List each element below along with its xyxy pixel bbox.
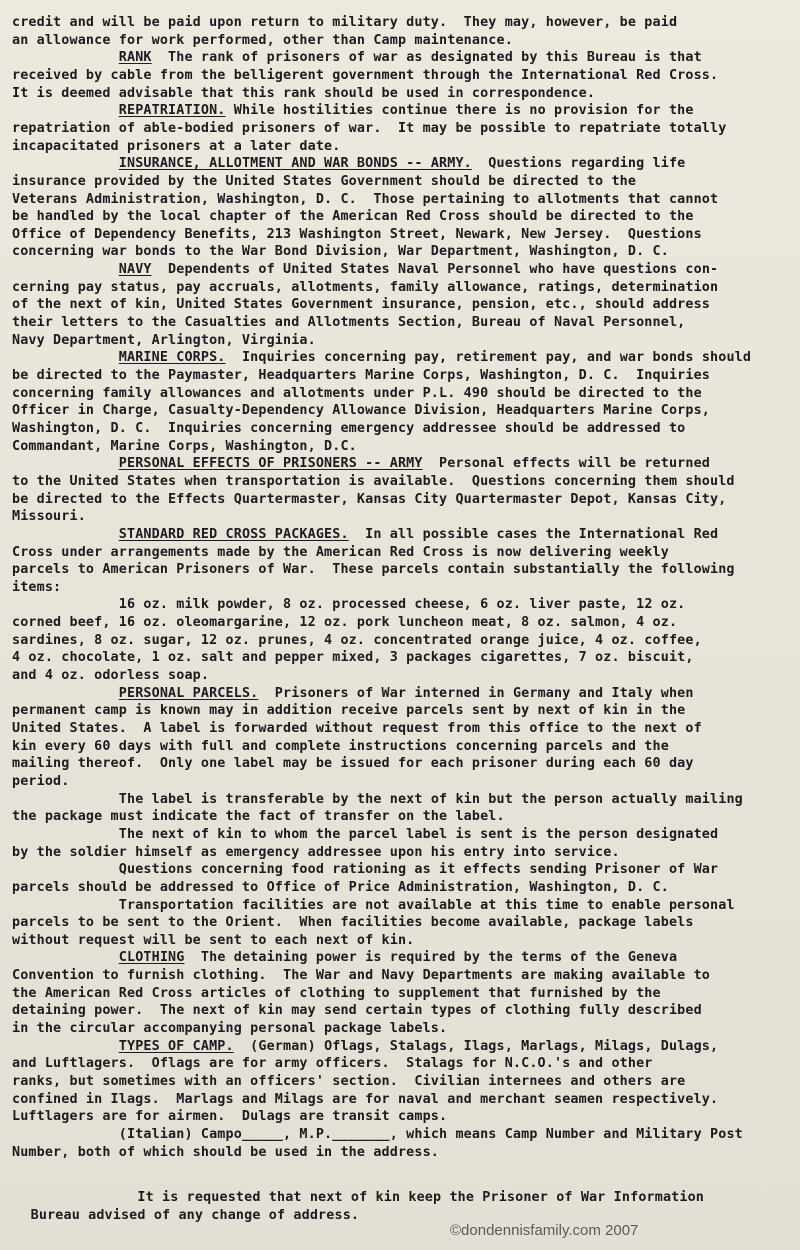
document-line — [12, 438, 357, 456]
document-line — [12, 32, 513, 50]
document-line — [12, 755, 694, 773]
line-text — [12, 103, 119, 118]
document-line — [12, 526, 718, 544]
document-line — [12, 1020, 447, 1038]
document-line — [12, 932, 414, 950]
document-line — [12, 402, 710, 420]
line-text: items: — [12, 579, 62, 595]
document-line — [12, 967, 710, 985]
line-text: Transportation facilities are not available at this time to enable personal — [118, 897, 735, 913]
line-text: Navy Department, Arlington, Virginia. — [12, 332, 316, 348]
document-line — [12, 85, 595, 103]
line-text: received by cable from the belligerent government through the International Red Cross. — [12, 67, 719, 83]
section-heading: PERSONAL PARCELS. — [118, 685, 259, 701]
document-line — [12, 1108, 447, 1126]
document-line — [12, 579, 61, 597]
line-text: cerning pay status, pay accruals, allotments, family allowance, ratings, determination — [12, 279, 719, 295]
line-text: Washington, D. C. Inquiries concerning emergency addressee should be addressed to — [12, 420, 686, 436]
document-line — [12, 702, 685, 720]
section-heading: MARINE CORPS. — [118, 350, 226, 366]
line-text — [12, 827, 119, 842]
line-text — [12, 456, 119, 471]
line-text: Veterans Administration, Washington, D. C. Those pertaining to allotments that cannot — [12, 191, 719, 207]
document-line — [12, 420, 685, 438]
line-text: It is deemed advisable that this rank should be used in correspondence. — [12, 85, 596, 101]
line-text — [12, 262, 119, 277]
document-line — [12, 1126, 743, 1144]
document-line — [12, 120, 726, 138]
copyright-watermark: ©dondennisfamily.com 2007 — [450, 1222, 639, 1239]
document-line — [12, 649, 694, 667]
line-text: credit and will be paid upon return to military duty. They may, however, be paid — [12, 15, 678, 30]
line-text: Convention to furnish clothing. The War and Navy Departments are making available to — [12, 968, 711, 984]
line-text — [12, 527, 119, 542]
line-text: Questions concerning food rationing as it effects sending Prisoner of War — [118, 862, 719, 878]
line-text: corned beef, 16 oz. oleomargarine, 12 oz. pork luncheon meat, 8 oz. salmon, 4 oz. — [12, 615, 678, 631]
line-text: the package must indicate the fact of transfer on the label. — [12, 809, 505, 825]
document-line — [12, 296, 710, 314]
line-text: be directed to the Paymaster, Headquarters Marine Corps, Washington, D. C. Inquiries — [12, 368, 711, 383]
document-line — [12, 791, 743, 809]
document-line — [12, 173, 636, 191]
document-line — [12, 314, 685, 332]
line-text: Inquiries concerning pay, retirement pay, and war bonds should — [225, 350, 752, 366]
line-text: by the soldier himself as emergency addressee upon his entry into service. — [12, 844, 620, 860]
line-text: period. — [12, 773, 70, 789]
document-line — [12, 685, 694, 703]
line-text: 4 oz. chocolate, 1 oz. salt and pepper mixed, 3 packages cigarettes, 7 oz. biscuit, — [12, 650, 694, 666]
line-text: Bureau advised of any change of address. — [30, 1207, 360, 1223]
document-line — [12, 1002, 702, 1020]
line-text: in the circular accompanying personal package labels. — [12, 1021, 448, 1037]
line-text: Missouri. — [12, 509, 86, 525]
document-line — [12, 1073, 685, 1091]
line-text — [12, 950, 119, 965]
document-line — [12, 826, 718, 844]
line-text: to the United States when transportation is available. Questions concerning them should — [12, 473, 735, 489]
line-text: mailing thereof. Only one label may be issued for each prisoner during each 60 day — [12, 756, 694, 772]
section-heading: REPATRIATION. — [118, 103, 226, 119]
document-line — [12, 949, 677, 967]
line-text: Commandant, Marine Corps, Washington, D.C. — [12, 438, 357, 454]
document-line — [12, 1055, 653, 1073]
document-line — [12, 914, 694, 932]
document-line — [6, 1189, 704, 1207]
line-text: confined in Ilags. Marlags and Milags are for naval and merchant seamen respectively. — [12, 1091, 719, 1107]
line-text: Dependents of United States Naval Personnel who have questions con- — [151, 262, 719, 278]
line-text: parcels should be addressed to Office of Price Administration, Washington, D. C. — [12, 879, 669, 895]
document-line — [12, 67, 718, 85]
line-text: United States. A label is forwarded without request from this office to the next of — [12, 721, 702, 736]
line-text: the American Red Cross articles of clothing to supplement that furnished by the — [12, 985, 661, 1001]
section-heading: TYPES OF CAMP. — [118, 1038, 234, 1054]
line-text: Prisoners of War interned in Germany and Italy when — [258, 685, 694, 701]
document-line — [12, 861, 718, 879]
document-line — [12, 773, 69, 791]
line-text: insurance provided by the United States Government should be directed to the — [12, 173, 637, 189]
line-text: and 4 oz. odorless soap. — [12, 668, 210, 684]
document-line — [12, 667, 209, 685]
document-line — [12, 508, 86, 526]
section-heading: NAVY — [118, 262, 152, 278]
document-line — [12, 985, 661, 1003]
document-line — [12, 155, 685, 173]
document-line — [12, 385, 702, 403]
document-line — [12, 208, 694, 226]
line-text: The next of kin to whom the parcel label is sent is the person designated — [118, 826, 719, 842]
document-line — [12, 332, 316, 350]
document-line — [12, 191, 718, 209]
line-text: (Italian) Campo_____, M.P._______, which means Camp Number and Military Post — [118, 1126, 743, 1142]
line-text — [12, 1127, 119, 1142]
line-text: parcels to be sent to the Orient. When facilities become available, package labels — [12, 915, 694, 931]
document-line — [12, 1038, 718, 1056]
line-text: Number, both of which should be used in the address. — [12, 1144, 440, 1160]
line-text: be handled by the local chapter of the American Red Cross should be directed to the — [12, 209, 694, 225]
line-text — [6, 1208, 31, 1223]
document-line — [12, 49, 702, 67]
line-text: Officer in Charge, Casualty-Dependency Allowance Division, Headquarters Marine Corps, — [12, 403, 711, 419]
line-text — [12, 862, 119, 877]
document-line — [12, 279, 718, 297]
document-line — [12, 897, 735, 915]
line-text — [12, 898, 119, 913]
document-line — [12, 138, 340, 156]
line-text — [6, 1190, 137, 1205]
section-heading: RANK — [118, 50, 152, 66]
document-line — [12, 614, 677, 632]
line-text: without request will be sent to each next of kin. — [12, 932, 415, 948]
line-text — [12, 50, 119, 65]
section-heading: CLOTHING — [118, 950, 185, 966]
document-line — [12, 879, 669, 897]
line-text: Office of Dependency Benefits, 213 Washington Street, Newark, New Jersey. Questions — [12, 226, 702, 242]
line-text: Questions regarding life — [471, 156, 686, 172]
line-text: In all possible cases the International Red — [348, 526, 719, 542]
line-text: sardines, 8 oz. sugar, 12 oz. prunes, 4 oz. concentrated orange juice, 4 oz. coffee, — [12, 632, 702, 648]
document-line — [12, 1144, 439, 1162]
line-text: incapacitated prisoners at a later date. — [12, 138, 341, 154]
document-line — [12, 1091, 718, 1109]
document-line — [12, 491, 726, 509]
document-line — [12, 473, 735, 491]
document-line — [12, 349, 751, 367]
line-text: kin every 60 days with full and complete instructions concerning parcels and the — [12, 738, 669, 754]
section-heading: STANDARD RED CROSS PACKAGES. — [118, 526, 349, 542]
line-text: and Luftlagers. Oflags are for army officers. Stalags for N.C.O.'s and other — [12, 1056, 653, 1072]
document-line — [12, 243, 669, 261]
document-line — [12, 455, 710, 473]
line-text: Personal effects will be returned — [422, 456, 711, 472]
document-line — [12, 632, 702, 650]
document-line — [12, 561, 735, 579]
line-text: be directed to the Effects Quartermaster, Kansas City Quartermaster Depot, Kansas City, — [12, 491, 727, 507]
document-line — [12, 367, 710, 385]
document-line — [12, 14, 677, 32]
line-text: permanent camp is known may in addition receive parcels sent by next of kin in the — [12, 703, 686, 719]
document-line — [12, 596, 685, 614]
section-heading: INSURANCE, ALLOTMENT AND WAR BONDS -- ARMY. — [118, 156, 472, 172]
line-text: an allowance for work performed, other than Camp maintenance. — [12, 32, 513, 48]
document-line — [12, 102, 694, 120]
document-line — [6, 1207, 359, 1225]
line-text: their letters to the Casualties and Allotments Section, Bureau of Naval Personnel, — [12, 315, 686, 331]
line-text — [12, 1039, 119, 1054]
document-line — [12, 261, 718, 279]
line-text: concerning war bonds to the War Bond Division, War Department, Washington, D. C. — [12, 244, 669, 260]
line-text: It is requested that next of kin keep the Prisoner of War Information — [137, 1189, 705, 1205]
line-text: concerning family allowances and allotments under P.L. 490 should be directed to the — [12, 385, 702, 401]
document-line — [12, 226, 702, 244]
line-text: parcels to American Prisoners of War. These parcels contain substantially the following — [12, 562, 735, 578]
line-text: 16 oz. milk powder, 8 oz. processed cheese, 6 oz. liver paste, 12 oz. — [118, 597, 686, 613]
document-line — [12, 544, 669, 562]
line-text — [12, 686, 119, 701]
line-text: detaining power. The next of kin may send certain types of clothing fully described — [12, 1003, 702, 1019]
line-text: repatriation of able-bodied prisoners of war. It may be possible to repatriate totally — [12, 120, 727, 136]
document-line — [12, 808, 505, 826]
section-heading: PERSONAL EFFECTS OF PRISONERS -- ARMY — [118, 456, 423, 472]
line-text: The detaining power is required by the terms of the Geneva — [184, 950, 678, 966]
document-line — [12, 844, 620, 862]
document-line — [12, 720, 702, 738]
line-text: (German) Oflags, Stalags, Ilags, Marlags, Milags, Dulags, — [233, 1038, 719, 1054]
line-text — [12, 792, 119, 807]
line-text — [12, 597, 119, 612]
line-text: of the next of kin, United States Government insurance, pension, etc., should address — [12, 297, 711, 313]
line-text: While hostilities continue there is no provision for the — [225, 103, 694, 119]
line-text: ranks, but sometimes with an officers' section. Civilian internees and others are — [12, 1074, 686, 1089]
line-text: Cross under arrangements made by the American Red Cross is now delivering weekly — [12, 544, 669, 560]
document-line — [12, 738, 669, 756]
line-text — [12, 350, 119, 365]
line-text: Luftlagers are for airmen. Dulags are transit camps. — [12, 1109, 448, 1125]
line-text — [12, 156, 119, 171]
line-text: The rank of prisoners of war as designated by this Bureau is that — [151, 50, 702, 66]
line-text: The label is transferable by the next of kin but the person actually mailing — [118, 791, 743, 807]
